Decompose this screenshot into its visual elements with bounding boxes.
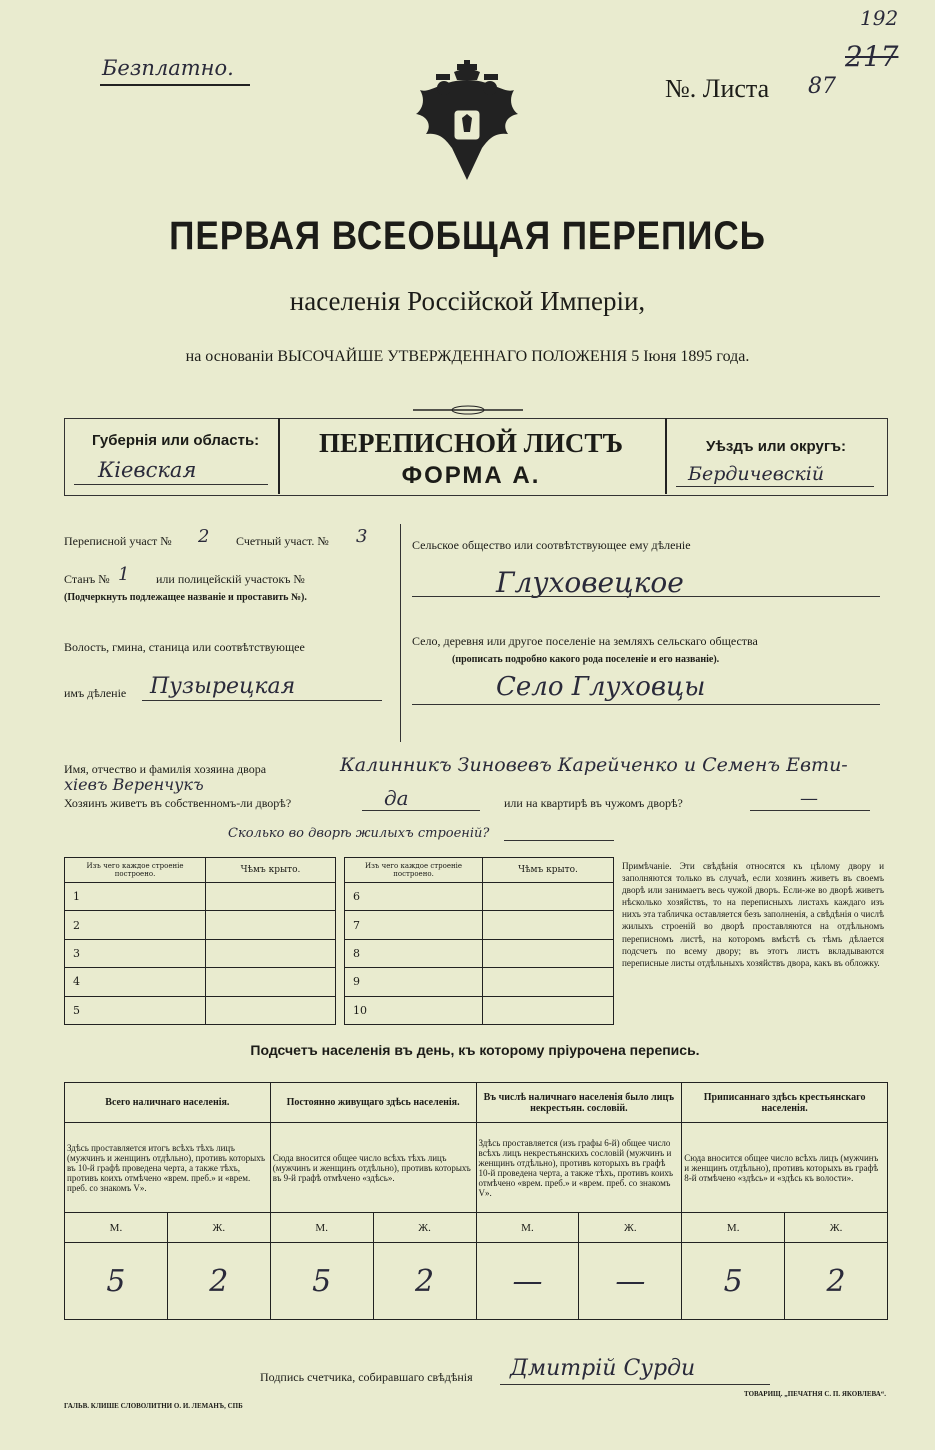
- census-area-label: Переписной участ №: [64, 534, 172, 548]
- signature-value: Дмитрій Сурди: [510, 1356, 696, 1381]
- police-label: или полицейскій участокъ №: [156, 572, 305, 586]
- table-row: 3: [65, 939, 336, 967]
- uezd-label: Уѣздъ или округъ:: [706, 438, 847, 455]
- m-label: М.: [476, 1213, 579, 1243]
- f-label: Ж.: [579, 1213, 682, 1243]
- printer-left: ГАЛЬВ. КЛИШЕ СЛОВОЛИТНИ О. И. ЛЕМАНЪ, СПБ: [64, 1402, 243, 1410]
- subtitle: населенія Россійской Имперіи,: [289, 286, 646, 316]
- population-table: [64, 1082, 888, 1320]
- double-headed-eagle-emblem: [412, 60, 522, 190]
- group-desc-registered: Сюда вносится общее число всѣхъ лицъ (мужчинъ и женщинъ отдѣльно), противъ которыхъ въ графѣ 8-й отмѣчено «здѣсь» и «здѣсь къ волости».: [682, 1123, 888, 1213]
- police-note: (Подчеркнуть подлежащее названіе и проставить №).: [64, 592, 307, 603]
- note-text: Примѣчаніе. Эти свѣдѣнія относятся къ цѣлому двору и заполняются только въ случаѣ, если хозяинъ живетъ въ своемъ дворѣ или занимаетъ весь чужой дворъ. Если-же во дворѣ живетъ нѣсколько хозяйствъ, то на переписныхъ листахъ каждаго изъ нихъ эта табличка оставляется безъ заполненія, а свѣдѣнія о числѣ жилыхъ строеній во дворѣ проставляются на отдѣльномъ переписномъ листѣ, на которомъ вмѣстѣ съ тѣмъ дѣлается подсчетъ по всему двору; въ этотъ листъ вкладываются переписные листы отдѣльныхъ хозяйствъ двора, какъ въ обложку.: [622, 861, 884, 968]
- society-line: [412, 596, 880, 597]
- form-label: ФОРМА А.: [401, 462, 541, 489]
- table-row: 7: [345, 911, 614, 939]
- permanent-male-value: 5: [270, 1243, 373, 1320]
- free-underline: [100, 84, 250, 86]
- stan-value: 1: [118, 564, 130, 585]
- total-female-value: 2: [167, 1243, 270, 1320]
- stan-label: Станъ №: [64, 572, 110, 586]
- owner-rent-label: или на квартирѣ въ чужомъ дворѣ?: [504, 796, 683, 810]
- volost-line: [142, 700, 382, 701]
- group-header-noncrest: Въ числѣ наличнаго населенія было лицъ некрестьян. сословій.: [476, 1083, 682, 1123]
- village-label: Село, деревня или другое поселеніе на земляхъ сельскаго общества: [412, 634, 758, 648]
- table-row: 8: [345, 939, 614, 967]
- buildings-col-roof-right: Чѣмъ крыто.: [483, 858, 614, 883]
- roof-cell: [206, 883, 336, 911]
- roof-cell: [483, 939, 614, 967]
- permanent-female-value: 2: [373, 1243, 476, 1320]
- guberniya-value: Кіевская: [98, 458, 197, 482]
- buildings-table-left: [64, 857, 336, 1025]
- m-label: М.: [270, 1213, 373, 1243]
- m-label: М.: [65, 1213, 168, 1243]
- counting-area-label: Счетный участ. №: [236, 534, 329, 548]
- roof-cell: [206, 911, 336, 939]
- uezd-line: [676, 486, 874, 487]
- signature-label: Подпись счетчика, собиравшаго свѣдѣнія: [260, 1370, 473, 1384]
- buildings-label: Сколько во дворѣ жилыхъ строеній?: [228, 826, 490, 841]
- main-title: ПЕРВАЯ ВСЕОБЩАЯ ПЕРЕПИСЬ: [169, 214, 766, 258]
- noncrest-female-value: —: [579, 1243, 682, 1320]
- roof-cell: [206, 939, 336, 967]
- group-desc-noncrest: Здѣсь проставляется (изъ графы 6-й) общее число всѣхъ лицъ некрестьянскихъ сословій (мужчинъ и женщинъ отдѣльно), противъ которыхъ въ графѣ 10-й проведена черта, а также тѣхъ, противъ коихъ отмѣчено «врем. преб.» и «врем. преб. со знакомъ V».: [476, 1123, 682, 1213]
- guberniya-line: [74, 484, 268, 485]
- society-value: Глуховецкое: [496, 566, 684, 599]
- corner-number-2: 217: [845, 40, 899, 73]
- owner-name-value: Калинникъ Зиновевъ Карейченко и Семенъ Евти-: [340, 754, 848, 776]
- table-row: 5: [65, 996, 336, 1024]
- roof-cell: [483, 996, 614, 1024]
- owner-name-label: Имя, отчество и фамилія хозяина двора: [64, 762, 267, 776]
- district-divider: [400, 524, 401, 742]
- guberniya-label: Губернія или область:: [92, 432, 260, 449]
- group-desc-permanent: Сюда вносится общее число всѣхъ тѣхъ лицъ (мужчинъ и женщинъ отдѣльно), противъ которыхъ въ 9-й графѣ отмѣчено «здѣсь».: [270, 1123, 476, 1213]
- buildings-col-roof: Чѣмъ крыто.: [206, 858, 336, 883]
- f-label: Ж.: [373, 1213, 476, 1243]
- population-title: Подсчетъ населенія въ день, къ которому пріурочена перепись.: [250, 1042, 700, 1058]
- owner-lives-value: да: [384, 786, 409, 810]
- census-area-value: 2: [198, 526, 210, 547]
- group-header-total: Всего наличнаго населенія.: [65, 1083, 271, 1123]
- buildings-table-right: [344, 857, 614, 1025]
- roof-cell: [206, 996, 336, 1024]
- sheet-title: ПЕРЕПИСНОЙ ЛИСТЪ: [318, 428, 624, 458]
- volost-label: Волость, гмина, станица или соотвѣтствующее: [64, 640, 305, 654]
- group-header-registered: Приписаннаго здѣсь крестьянскаго населенія.: [682, 1083, 888, 1123]
- owner-lives-line: [362, 810, 480, 811]
- village-note: (прописать подробно какого рода поселеніе и его названіе).: [452, 654, 720, 665]
- buildings-col-material: Изъ чего каждое строеніе построено.: [65, 858, 206, 883]
- buildings-col-material-right: Изъ чего каждое строеніе построено.: [345, 858, 483, 883]
- f-label: Ж.: [785, 1213, 888, 1243]
- table-row: 4: [65, 968, 336, 996]
- group-header-permanent: Постоянно живущаго здѣсь населенія.: [270, 1083, 476, 1123]
- table-row: 2: [65, 911, 336, 939]
- sheet-label: №. Листа: [665, 74, 770, 103]
- volost-label-2: имъ дѣленіе: [64, 686, 127, 700]
- owner-lives-label: Хозяинъ живетъ въ собственномъ-ли дворѣ?: [64, 796, 292, 810]
- table-row: 10: [345, 996, 614, 1024]
- owner-rent-line: [750, 810, 870, 811]
- free-label: Безплатно.: [102, 56, 234, 80]
- village-line: [412, 704, 880, 705]
- corner-number-1: 192: [860, 6, 899, 30]
- registered-female-value: 2: [785, 1243, 888, 1320]
- owner-name-value-2: хіевъ Веренчукъ: [64, 775, 204, 794]
- total-male-value: 5: [65, 1243, 168, 1320]
- roof-cell: [483, 883, 614, 911]
- owner-rent-value: —: [800, 788, 818, 809]
- society-label: Сельское общество или соотвѣтствующее ему дѣленіе: [412, 538, 691, 552]
- table-row: 9: [345, 968, 614, 996]
- table-row: 1: [65, 883, 336, 911]
- counting-area-value: 3: [356, 526, 368, 547]
- noncrest-male-value: —: [476, 1243, 579, 1320]
- signature-line: [500, 1384, 770, 1385]
- volost-value: Пузырецкая: [150, 674, 296, 699]
- village-value: Село Глуховцы: [496, 672, 706, 702]
- ornament-divider: [413, 400, 523, 410]
- buildings-line: [504, 840, 614, 841]
- sheet-number: 87: [808, 74, 836, 99]
- f-label: Ж.: [167, 1213, 270, 1243]
- m-label: М.: [682, 1213, 785, 1243]
- group-desc-total: Здѣсь проставляется итогъ всѣхъ тѣхъ лицъ (мужчинъ и женщинъ отдѣльно), противъ которыхъ въ 10-й графѣ проведена черта, а также тѣхъ, противъ коихъ отмѣчено «врем. преб.» и «врем. преб. со знакомъ V».: [65, 1123, 271, 1213]
- printer-right: ТОВАРИЩ. „ПЕЧАТНЯ С. П. ЯКОВЛЕВА“.: [744, 1390, 887, 1398]
- roof-cell: [483, 911, 614, 939]
- basis-line: на основаніи ВЫСОЧАЙШЕ УТВЕРЖДЕННАГО ПОЛОЖЕНІЯ 5 Іюня 1895 года.: [185, 348, 750, 365]
- table-row: 6: [345, 883, 614, 911]
- registered-male-value: 5: [682, 1243, 785, 1320]
- roof-cell: [483, 968, 614, 996]
- uezd-value: Бердичевскій: [688, 463, 825, 485]
- roof-cell: [206, 968, 336, 996]
